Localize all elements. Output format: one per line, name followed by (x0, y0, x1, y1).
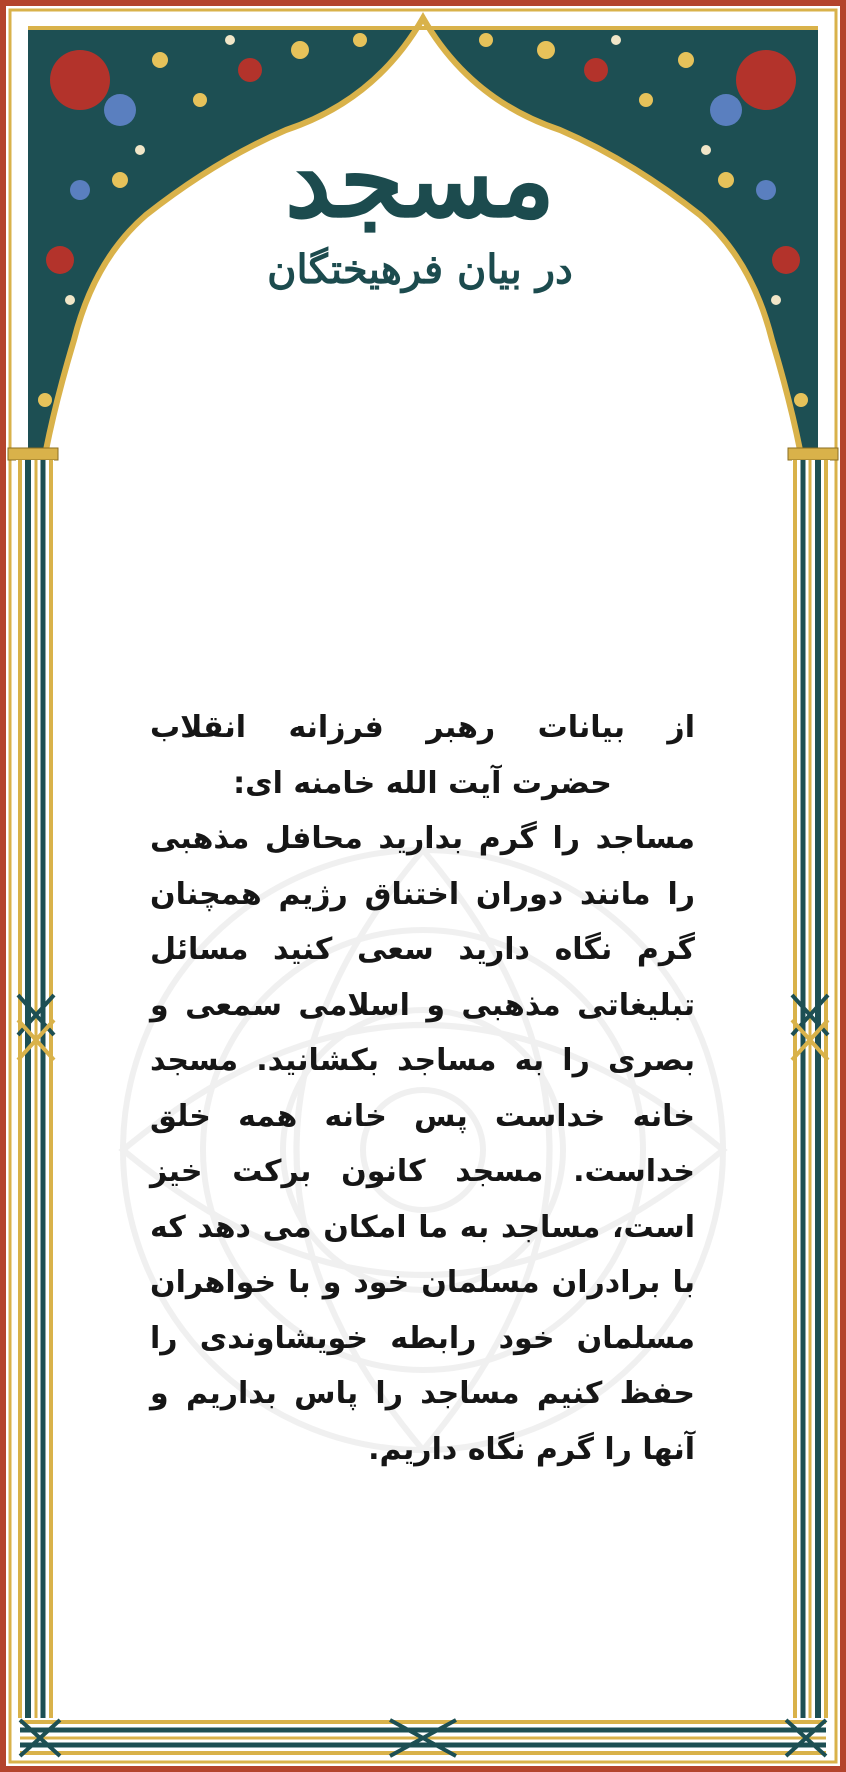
quote-intro: از بیانات رهبر فرزانه انقلاب (150, 710, 695, 745)
quote-text (150, 700, 695, 1477)
title-subtitle: در بیان فرهیختگان (267, 246, 573, 293)
left-border-band (16, 460, 54, 1735)
poster-title (230, 120, 610, 370)
bottom-border-band (16, 1718, 830, 1760)
quote-body: مساجد را گرم بدارید محافل مذهبی را مانند دوران اختناق رژیم همچنان گرم نگاه دارید سعی کنید مسائل تبلیغاتی مذهبی و اسلامی سمعی و بصری را به مساجد بکشانید. مسجد خانه خداست پس خانه همه خلق خداست. مسجد کانون برکت خیز است، مساجد به ما امکان می دهد که با برادران مسلمان خود و با خواهران مسلمان خود رابطه خویشاوندی را حفظ کنیم مساجد را پاس بداریم و آنها را گرم نگاه داریم. (150, 821, 695, 1467)
right-border-band (792, 460, 830, 1735)
title-main: مسجد (284, 118, 556, 241)
quote-honorific: حضرت آیت الله خامنه ای: (233, 765, 612, 801)
